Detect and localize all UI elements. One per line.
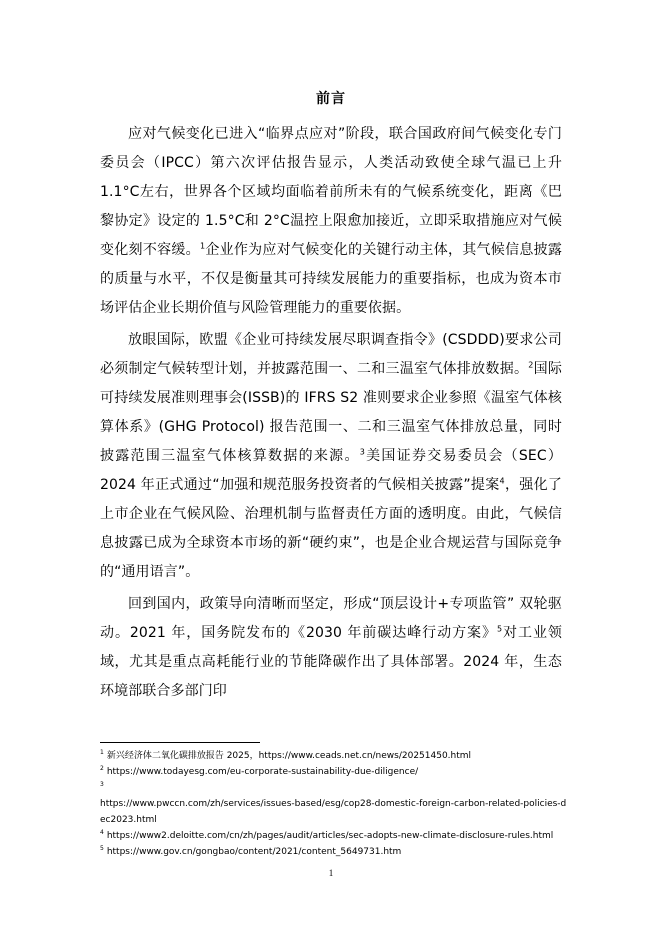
footnote-text: 新兴经济体二氧化碳排放报告 2025，https://www.ceads.net.cn/news/20251450.html <box>106 751 472 761</box>
footnote <box>100 764 570 780</box>
paragraph-text: 放眼国际，欧盟《企业可持续发展尽职调查指令》(CSDDD)要求公司必须制定气候转型计划，并披露范围一、二和三温室气体排放数据。 <box>100 332 562 377</box>
footnote-text: https://www.todayesg.com/eu-corporate-sustainability-due-diligence/ <box>106 767 419 777</box>
footnote-number: 5 <box>100 845 104 852</box>
footnote-text: https://www.gov.cn/gongbao/content/2021/content_5649731.htm <box>106 847 402 857</box>
paragraph <box>100 326 562 587</box>
footnote-text: https://www2.deloitte.com/cn/zh/pages/audit/articles/sec-adopts-new-climate-disclosure-rules.html <box>106 831 554 841</box>
footnote-reference: 4 <box>499 476 505 486</box>
paragraph-text: ，强化了上市企业在气候风险、治理机制与监督责任方面的透明度。由此，气候信息披露已成为全球资本市场的新“硬约束”，也是企业合规运营与国际竞争的“通用语言”。 <box>100 477 562 580</box>
body-text <box>100 120 562 709</box>
paragraph <box>100 120 562 323</box>
footnote <box>100 828 570 844</box>
footnote-reference: 5 <box>496 624 503 634</box>
footnote-text: https://www.pwccn.com/zh/services/issues-based/esg/cop28-domestic-foreign-carbon-related-policies-dec2023.html <box>100 799 567 825</box>
paragraph-text: 美国证券交易委员会（SEC）2024 年正式通过“加强和规范服务投资者的气候相关披露”提案 <box>100 448 562 493</box>
paragraph <box>100 590 562 706</box>
paragraph-text: 对工业领域，尤其是重点高耗能行业的节能降碳作出了具体部署。2024 年，生态环境部联合多部门印 <box>100 625 562 699</box>
footnotes <box>100 748 570 860</box>
paragraph-text: 应对气候变化已进入“临界点应对”阶段，联合国政府间气候变化专门委员会（IPCC）第六次评估报告显示，人类活动致使全球气温已上升 1.1°C左右，世界各个区域均面临着前所未有的气候系统变化，距离《巴黎协定》设定的 1.5°C和 2°C温控上限愈加接近，立即采取措施应对气候变化刻不容缓。 <box>100 126 562 258</box>
footnote-number: 2 <box>100 765 104 772</box>
paragraph-text: 企业作为应对气候变化的关键行动主体，其气候信息披露的质量与水平，不仅是衡量其可持续发展能力的重要指标，也成为资本市场评估企业长期价值与风险管理能力的重要依据。 <box>100 242 563 316</box>
footnote <box>100 844 570 860</box>
footnote-reference: 2 <box>528 360 534 370</box>
footnote-divider <box>100 742 260 743</box>
footnote-reference: 3 <box>359 447 365 457</box>
footnote-number: 4 <box>100 829 104 836</box>
paragraph-text: 国际可持续发展准则理事会(ISSB)的 IFRS S2 准则要求企业参照《温室气体核算体系》(GHG Protocol) 报告范围一、二和三温室气体排放总量，同时披露范围三温室气体核算数据的来源。 <box>100 361 563 464</box>
paragraph-text: 回到国内，政策导向清晰而坚定，形成“顶层设计+专项监管” 双轮驱动。2021 年，国务院发布的《2030 年前碳达峰行动方案》 <box>100 596 562 641</box>
footnote <box>100 780 570 796</box>
footnote <box>100 796 570 828</box>
page-title: 前言 <box>316 91 346 107</box>
page-number: 1 <box>328 868 334 878</box>
footnote-number: 3 <box>100 781 104 788</box>
footnote-reference: 1 <box>199 241 206 251</box>
footnote <box>100 748 570 764</box>
footnote-number: 1 <box>100 749 104 756</box>
